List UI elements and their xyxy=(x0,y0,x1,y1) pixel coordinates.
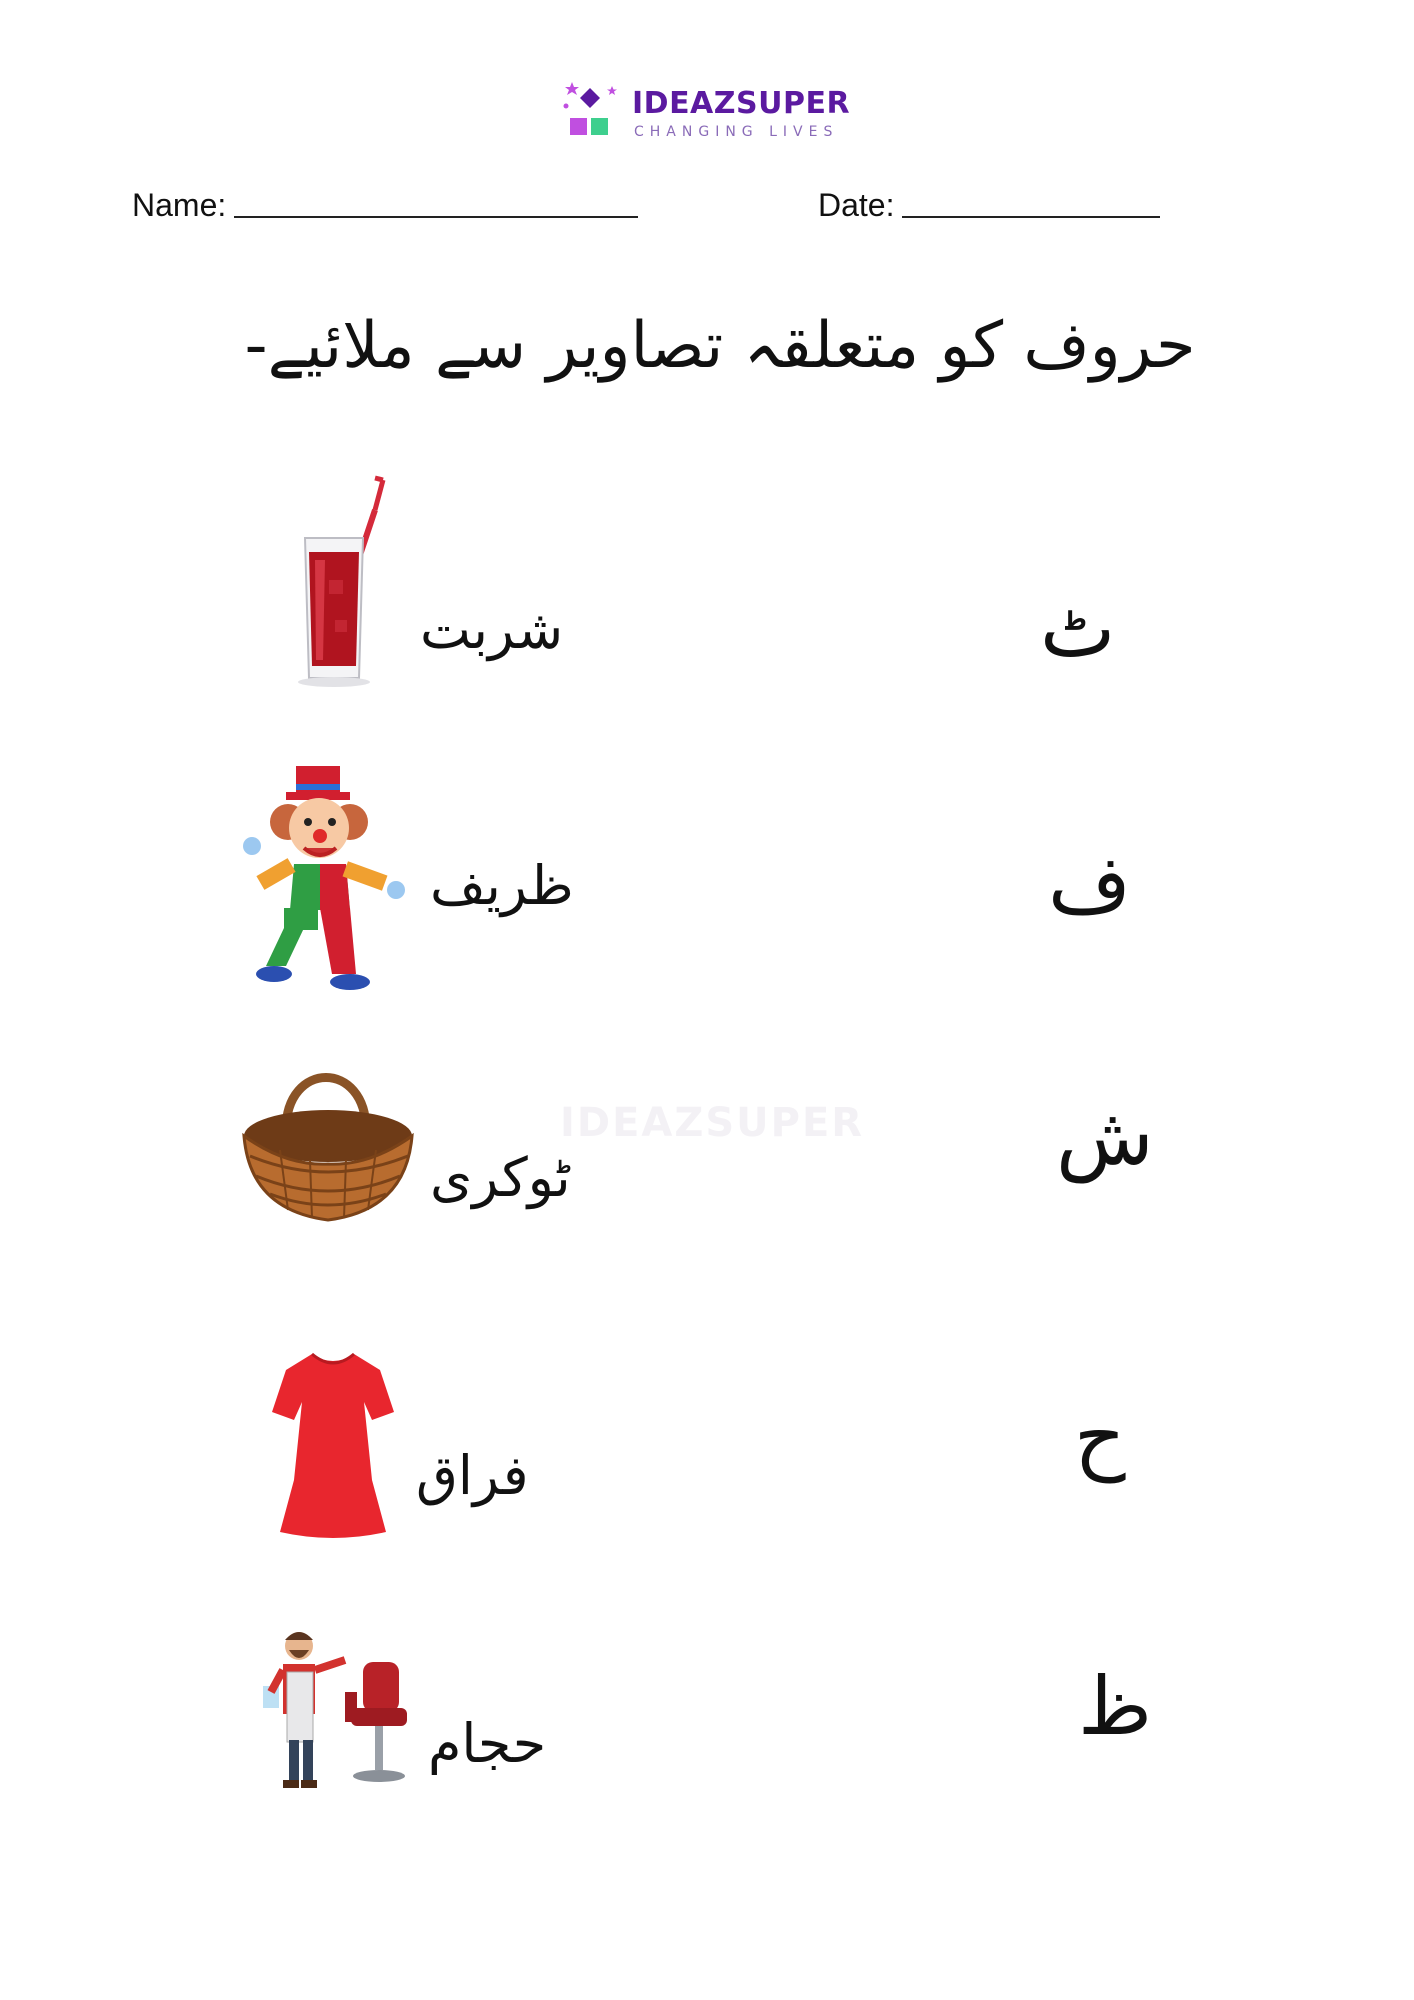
word-label: حجام xyxy=(428,1712,547,1775)
letter-label[interactable]: ف xyxy=(1048,838,1131,931)
watermark: IDEAZSUPER xyxy=(560,1100,865,1146)
letter-label[interactable]: ش xyxy=(1056,1090,1154,1183)
juice-glass-icon[interactable] xyxy=(265,470,395,690)
word-label: شربت xyxy=(420,598,564,661)
word-label: ظریف xyxy=(430,854,574,917)
date-blank-line[interactable] xyxy=(902,186,1160,218)
name-field xyxy=(132,186,638,224)
barber-icon[interactable] xyxy=(255,1620,415,1800)
instruction-heading: حروف کو متعلقہ تصاویر سے ملائیے- xyxy=(244,309,1196,383)
match-row xyxy=(0,1350,1414,1550)
word-label: فراق xyxy=(416,1444,529,1507)
letter-label[interactable]: ح xyxy=(1074,1390,1126,1483)
match-row xyxy=(0,470,1414,700)
name-label: Name: xyxy=(132,187,227,223)
letter-label[interactable]: ظ xyxy=(1078,1660,1152,1753)
red-dress-icon[interactable] xyxy=(268,1350,398,1540)
match-row xyxy=(0,1060,1414,1260)
brand-logo xyxy=(560,80,860,146)
letter-label[interactable]: ٹ xyxy=(1040,582,1116,675)
brand-tagline: CHANGING LIVES xyxy=(634,124,839,140)
match-row xyxy=(0,1620,1414,1820)
basket-icon[interactable] xyxy=(240,1060,420,1230)
word-label: ٹوکری xyxy=(430,1146,571,1209)
logo-mark-icon xyxy=(560,80,630,144)
name-blank-line[interactable] xyxy=(234,186,638,218)
clown-icon[interactable] xyxy=(240,760,420,1000)
brand-name: IDEAZSUPER xyxy=(632,86,851,121)
date-field xyxy=(818,186,1160,224)
date-label: Date: xyxy=(818,187,895,223)
match-row xyxy=(0,760,1414,1010)
